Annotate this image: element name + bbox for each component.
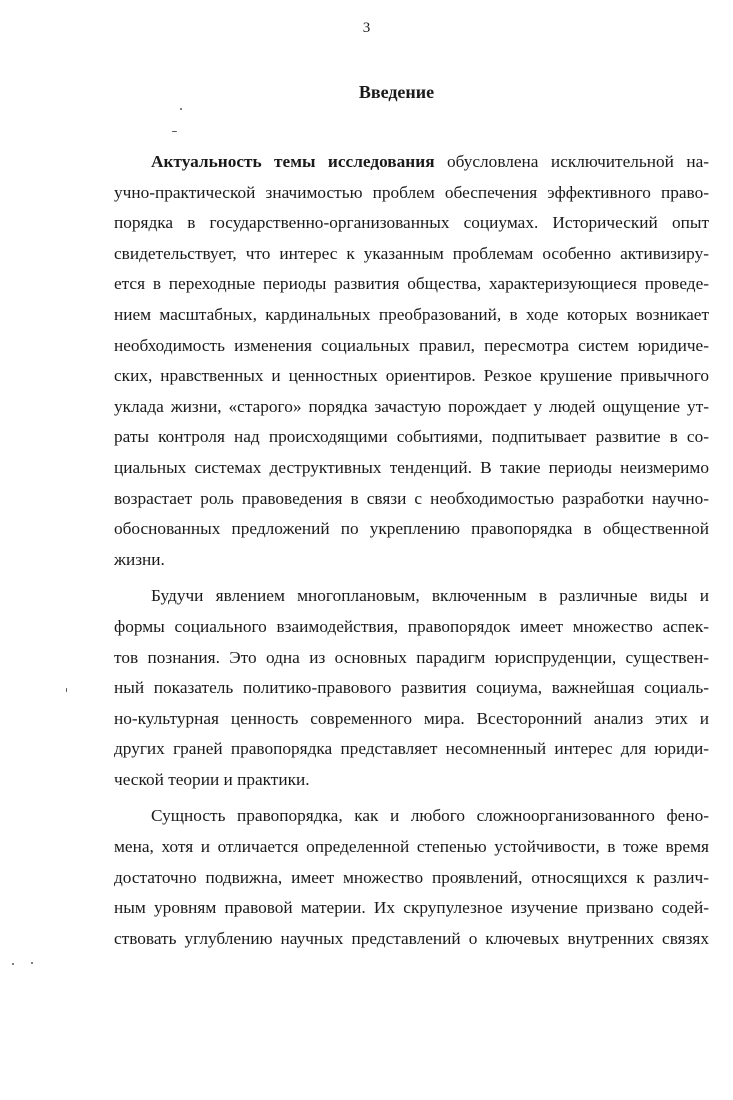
scan-speck	[180, 108, 182, 110]
text-line: возрастает роль правоведения в связи с необходимостью разработки научно-	[114, 488, 709, 508]
text-line: учно-практической значимостью проблем обеспечения эффективного право-	[114, 182, 709, 202]
text-line: достаточно подвижна, имеет множество проявлений, относящихся к различ-	[114, 867, 709, 887]
scan-speck	[12, 963, 14, 965]
text-line: Актуальность темы исследования обусловлена исключительной на-	[151, 152, 709, 171]
text-line: других граней правопорядка представляет несомненный интерес для юриди-	[114, 739, 709, 759]
paragraph-essence	[114, 801, 709, 954]
text-line: необходимость изменения социальных правил, пересмотра систем юридиче-	[114, 335, 709, 355]
scan-speck	[31, 962, 33, 964]
text-line: порядка в государственно-организованных социумах. Исторический опыт	[114, 213, 709, 233]
text-line: ным уровням правовой материи. Их скрупулезное изучение призвано содей-	[114, 898, 709, 918]
text-line: мена, хотя и отличается определенной степенью устойчивости, в тоже время	[114, 837, 709, 857]
scan-speck	[172, 131, 177, 132]
scan-speck	[66, 688, 67, 692]
text-line: Будучи явлением многоплановым, включенным в различные виды и	[151, 586, 709, 606]
text-line: жизни.	[114, 549, 165, 569]
text-line: тов познания. Это одна из основных парадигм юриспруденции, существен-	[114, 647, 709, 667]
section-title: Введение	[358, 82, 435, 102]
text-line: ских, нравственных и ценностных ориентиров. Резкое крушение привычного	[114, 366, 709, 386]
paragraph-relevance	[114, 147, 709, 575]
text-line: Сущность правопорядка, как и любого сложноорганизованного фено-	[151, 806, 709, 826]
page-number: 3	[362, 20, 371, 36]
text-line: циальных системах деструктивных тенденций. В такие периоды неизмеримо	[114, 457, 709, 477]
lead-bold: Актуальность темы исследования	[151, 152, 435, 171]
text-line: раты контроля над происходящими событиями, подпитывает развитие в со-	[114, 427, 709, 447]
text-line: обоснованных предложений по укреплению правопорядка в общественной	[114, 519, 709, 539]
text-line: свидетельствует, что интерес к указанным проблемам особенно активизиру-	[114, 243, 709, 263]
paragraph-aspects	[114, 581, 709, 795]
text-line: ческой теории и практики.	[114, 769, 310, 789]
text-line: но-культурная ценность современного мира. Всесторонний анализ этих и	[114, 708, 709, 728]
text-line: ствовать углублению научных представлений о ключевых внутренних связях	[114, 928, 709, 948]
text-line: формы социального взаимодействия, правопорядок имеет множество аспек-	[114, 616, 709, 636]
body-text	[114, 147, 709, 954]
text-line: ется в переходные периоды развития общества, характеризующиеся проведе-	[114, 274, 709, 294]
text-line: нием масштабных, кардинальных преобразований, в ходе которых возникает	[114, 304, 709, 324]
text-line: ный показатель политико-правового развития социума, важнейшая социаль-	[114, 678, 709, 698]
text-line: уклада жизни, «старого» порядка зачастую порождает у людей ощущение ут-	[114, 396, 709, 416]
